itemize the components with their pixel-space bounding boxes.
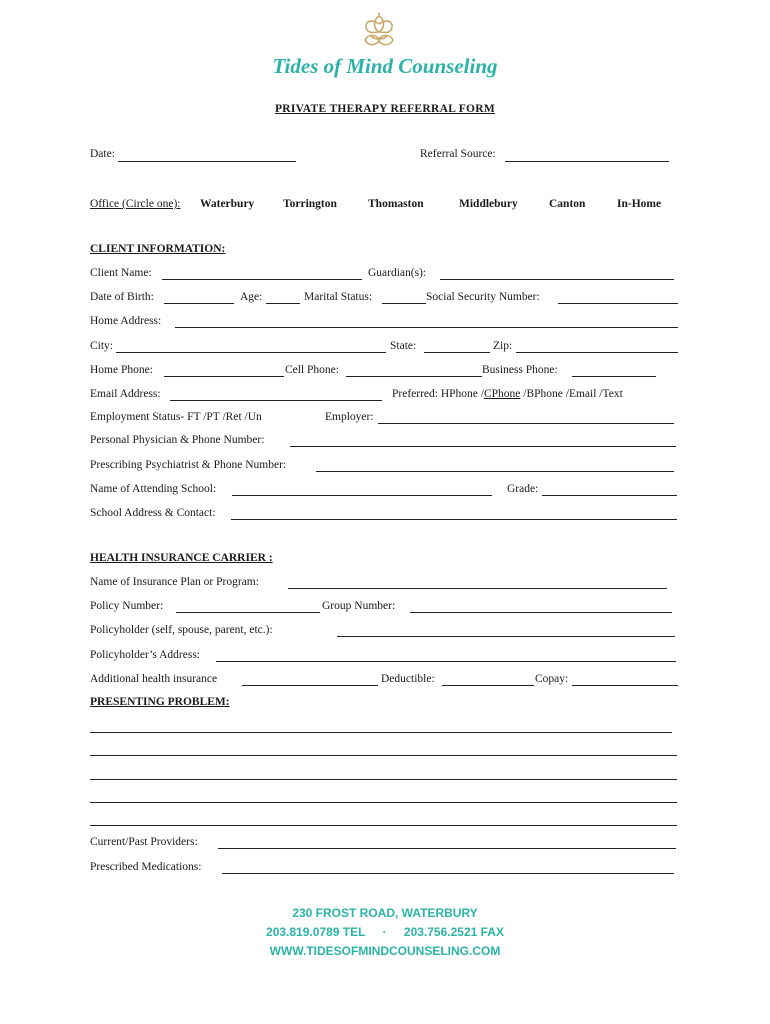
- state-label: State:: [390, 340, 417, 352]
- ssn-label: Social Security Number:: [426, 291, 540, 303]
- office-option-waterbury[interactable]: Waterbury: [200, 198, 255, 210]
- business-phone-field[interactable]: [572, 376, 656, 377]
- medications-field[interactable]: [222, 873, 674, 874]
- presenting-problem-line-1[interactable]: [90, 732, 672, 733]
- presenting-problem-heading: PRESENTING PROBLEM:: [90, 696, 230, 708]
- insurance-heading: HEALTH INSURANCE CARRIER :: [90, 552, 273, 564]
- policyholder-label: Policyholder (self, spouse, parent, etc.):: [90, 624, 273, 636]
- home-address-label: Home Address:: [90, 315, 162, 327]
- form-title: PRIVATE THERAPY REFERRAL FORM: [274, 103, 496, 115]
- office-option-thomaston[interactable]: Thomaston: [368, 198, 424, 210]
- office-label: Office (Circle one):: [90, 198, 181, 210]
- home-phone-label: Home Phone:: [90, 364, 153, 376]
- client-name-field[interactable]: [162, 279, 362, 280]
- school-address-field[interactable]: [231, 519, 677, 520]
- client-info-heading: CLIENT INFORMATION:: [90, 243, 226, 255]
- marital-status-label: Marital Status:: [304, 291, 373, 303]
- home-phone-field[interactable]: [164, 376, 284, 377]
- group-number-label: Group Number:: [322, 600, 396, 612]
- age-field[interactable]: [266, 303, 300, 304]
- office-option-in-home[interactable]: In-Home: [617, 198, 662, 210]
- medications-label: Prescribed Medications:: [90, 861, 202, 873]
- policy-number-field[interactable]: [176, 612, 320, 613]
- policy-number-label: Policy Number:: [90, 600, 164, 612]
- presenting-problem-line-4[interactable]: [90, 802, 677, 803]
- footer-address: 230 FROST ROAD, WATERBURY: [292, 906, 478, 920]
- office-option-middlebury[interactable]: Middlebury: [459, 198, 518, 210]
- age-label: Age:: [240, 291, 263, 303]
- presenting-problem-line-2[interactable]: [90, 755, 677, 756]
- footer-separator: ·: [382, 925, 387, 939]
- copay-field[interactable]: [572, 685, 678, 686]
- city-label: City:: [90, 340, 114, 352]
- school-name-label: Name of Attending School:: [90, 483, 217, 495]
- state-field[interactable]: [424, 352, 490, 353]
- office-option-canton[interactable]: Canton: [549, 198, 586, 210]
- dob-field[interactable]: [164, 303, 234, 304]
- preferred-contact: [392, 388, 623, 400]
- copay-label: Copay:: [535, 673, 569, 685]
- guardian-label: Guardian(s):: [368, 267, 427, 279]
- preferred-contact-label: Preferred: HPhone /: [392, 388, 484, 400]
- email-label: Email Address:: [90, 388, 161, 400]
- group-number-field[interactable]: [410, 612, 672, 613]
- brand-name: Tides of Mind Counseling: [272, 54, 498, 78]
- school-name-field[interactable]: [232, 495, 492, 496]
- presenting-problem-line-5[interactable]: [90, 825, 677, 826]
- referral-source-label: Referral Source:: [420, 148, 496, 160]
- cell-phone-field[interactable]: [346, 376, 482, 377]
- policyholder-address-field[interactable]: [216, 661, 676, 662]
- footer-fax: 203.756.2521 FAX: [403, 925, 504, 939]
- marital-status-field[interactable]: [382, 303, 426, 304]
- ssn-field[interactable]: [558, 303, 678, 304]
- preferred-options-rest: /BPhone /Email /Text: [520, 388, 623, 400]
- lotus-knot-logo-icon: [355, 10, 403, 50]
- email-field[interactable]: [170, 400, 382, 401]
- employer-field[interactable]: [378, 423, 674, 424]
- zip-field[interactable]: [516, 352, 678, 353]
- grade-label: Grade:: [507, 483, 539, 495]
- referral-source-field[interactable]: [505, 161, 669, 162]
- insurance-plan-label: Name of Insurance Plan or Program:: [90, 576, 259, 588]
- home-address-field[interactable]: [175, 327, 678, 328]
- presenting-problem-line-3[interactable]: [90, 779, 677, 780]
- physician-field[interactable]: [290, 446, 676, 447]
- physician-label: Personal Physician & Phone Number:: [90, 434, 265, 446]
- client-name-label: Client Name:: [90, 267, 152, 279]
- additional-insurance-field[interactable]: [242, 685, 378, 686]
- grade-field[interactable]: [542, 495, 677, 496]
- cell-phone-label: Cell Phone:: [285, 364, 339, 376]
- psychiatrist-field[interactable]: [316, 471, 674, 472]
- footer-website[interactable]: WWW.TIDESOFMINDCOUNSELING.COM: [269, 944, 501, 958]
- providers-field[interactable]: [218, 848, 676, 849]
- policyholder-address-label: Policyholder’s Address:: [90, 649, 200, 661]
- zip-label: Zip:: [493, 340, 513, 352]
- guardian-field[interactable]: [440, 279, 674, 280]
- policyholder-field[interactable]: [337, 636, 675, 637]
- dob-label: Date of Birth:: [90, 291, 154, 303]
- employment-status-label: Employment Status- FT /PT /Ret /Un: [90, 411, 262, 423]
- deductible-field[interactable]: [442, 685, 534, 686]
- business-phone-label: Business Phone:: [482, 364, 558, 376]
- city-field[interactable]: [116, 352, 386, 353]
- deductible-label: Deductible:: [381, 673, 435, 685]
- footer-tel: 203.819.0789 TEL: [266, 925, 366, 939]
- preferred-option-cphone[interactable]: CPhone: [483, 388, 521, 400]
- date-field[interactable]: [118, 161, 296, 162]
- date-label: Date:: [90, 148, 115, 160]
- office-option-torrington[interactable]: Torrington: [283, 198, 337, 210]
- employer-label: Employer:: [325, 411, 374, 423]
- footer-phone-line: [0, 925, 770, 939]
- providers-label: Current/Past Providers:: [90, 836, 198, 848]
- additional-insurance-label: Additional health insurance: [90, 673, 218, 685]
- school-address-label: School Address & Contact:: [90, 507, 216, 519]
- psychiatrist-label: Prescribing Psychiatrist & Phone Number:: [90, 459, 287, 471]
- insurance-plan-field[interactable]: [288, 588, 667, 589]
